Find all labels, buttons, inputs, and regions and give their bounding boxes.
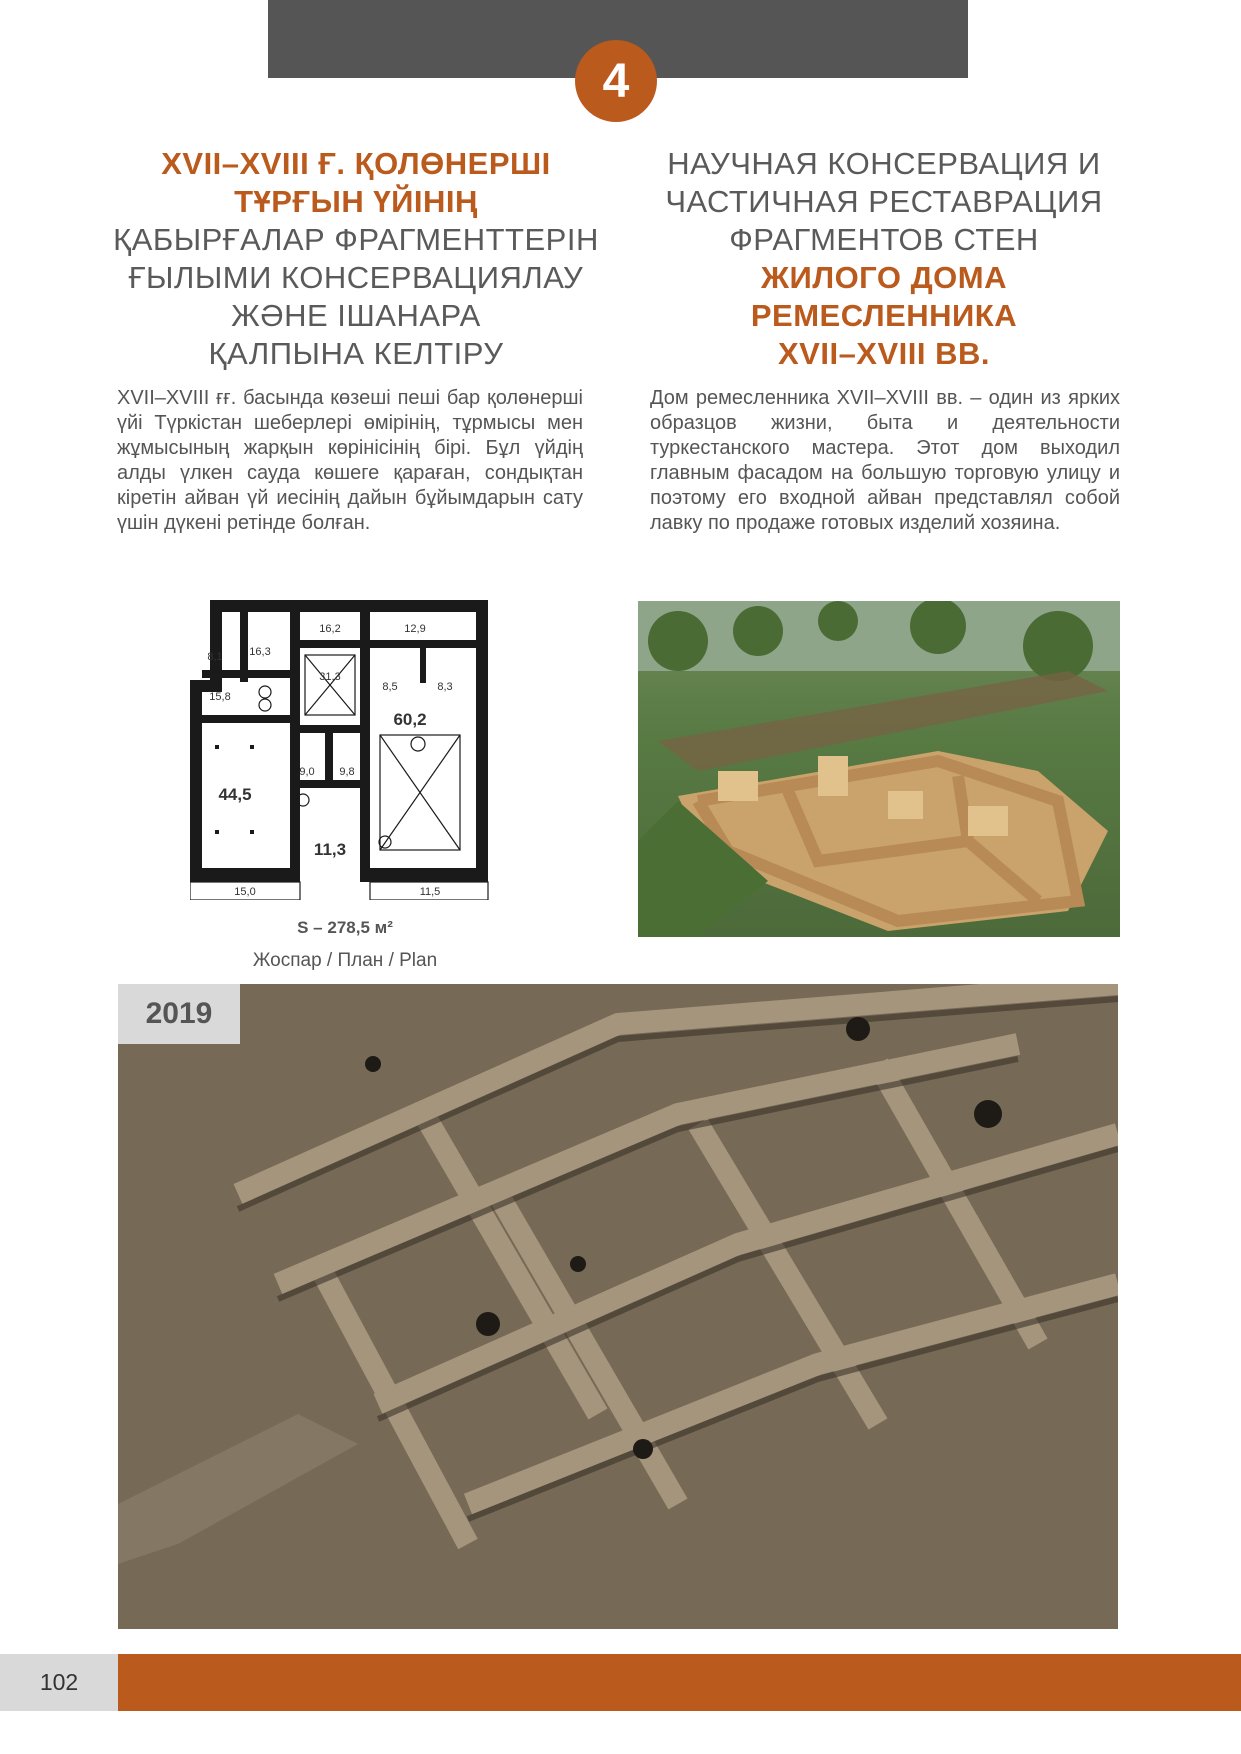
heading-ru-accent-line: XVII–XVIII ВВ. bbox=[777, 336, 990, 371]
heading-ru-line: ЧАСТИЧНАЯ РЕСТАВРАЦИЯ bbox=[665, 184, 1103, 219]
heading-kk-line: ҒЫЛЫМИ КОНСЕРВАЦИЯЛАУ bbox=[128, 260, 584, 295]
page-number: 102 bbox=[0, 1654, 118, 1711]
excavation-aerial-photo bbox=[118, 984, 1118, 1629]
plan-room-label: 11,3 bbox=[313, 840, 347, 859]
plan-room-label: 15,8 bbox=[209, 691, 231, 703]
heading-ru-line: ФРАГМЕНТОВ СТЕН bbox=[729, 222, 1039, 257]
plan-room-label: 8,1 bbox=[207, 651, 223, 663]
plan-room-label: 12,9 bbox=[404, 623, 426, 635]
section-number-badge: 4 bbox=[575, 40, 657, 122]
plan-room-label: 60,2 bbox=[393, 710, 427, 729]
plan-room-label: 8,3 bbox=[437, 681, 453, 693]
heading-ru-accent-line: РЕМЕСЛЕННИКА bbox=[750, 298, 1018, 333]
plan-area-label: S – 278,5 м² bbox=[297, 918, 393, 937]
plan-room-label: 16,3 bbox=[249, 646, 271, 658]
body-text-kazakh: XVII–XVIII ғғ. басында көзеші пеші бар қолөнерші үйі Түркістан шеберлері өмірінің, тұрмысы мен жұмысының жарқын көрінісінің бірі. Бұл үйдің алды үлкен сауда көшеге қараған, сондықтан кіретін айван үй иесінің дайын бұйымдарын сату үшін дүкені ретінде болған. bbox=[117, 387, 583, 534]
footer-bar bbox=[118, 1654, 1241, 1711]
plan-room-label: 11,5 bbox=[419, 886, 441, 898]
plan-room-label: 16,2 bbox=[319, 623, 341, 635]
heading-kk-line: ҚАБЫРҒАЛАР ФРАГМЕНТТЕРІН bbox=[113, 222, 599, 257]
heading-kk-line: ЖӘНЕ ІШАНАРА bbox=[231, 298, 481, 333]
plan-room-label: 44,5 bbox=[218, 785, 252, 804]
year-badge: 2019 bbox=[118, 984, 240, 1044]
plan-room-label: 15,0 bbox=[234, 886, 256, 898]
heading-ru-line: НАУЧНАЯ КОНСЕРВАЦИЯ И bbox=[667, 146, 1101, 181]
heading-kk-accent-line: ТҰРҒЫН ҮЙІНІҢ bbox=[234, 184, 478, 219]
heading-kazakh bbox=[112, 145, 600, 373]
heading-russian bbox=[640, 145, 1128, 373]
heading-kk-line: ҚАЛПЫНА КЕЛТІРУ bbox=[208, 336, 504, 371]
plan-caption: Жоспар / План / Plan bbox=[252, 950, 438, 971]
floor-plan bbox=[190, 600, 500, 900]
plan-room-label: 9,0 bbox=[299, 766, 315, 778]
plan-room-label: 31,3 bbox=[319, 671, 341, 683]
heading-ru-accent-line: ЖИЛОГО ДОМА bbox=[761, 260, 1007, 295]
reconstruction-render-photo bbox=[638, 601, 1120, 937]
plan-room-label: 9,8 bbox=[339, 766, 355, 778]
plan-room-label: 8,5 bbox=[382, 681, 398, 693]
body-text-russian: Дом ремесленника XVII–XVIII вв. – один из ярких образцов жизни, быта и деятельности туркестанского мастера. Этот дом выходил главным фасадом на большую торговую улицу и поэтому его входной айван представлял собой лавку по продаже готовых изделий хозяина. bbox=[650, 387, 1120, 534]
heading-kk-accent-line: XVII–XVIII Ғ. ҚОЛӨНЕРШІ bbox=[161, 146, 551, 181]
